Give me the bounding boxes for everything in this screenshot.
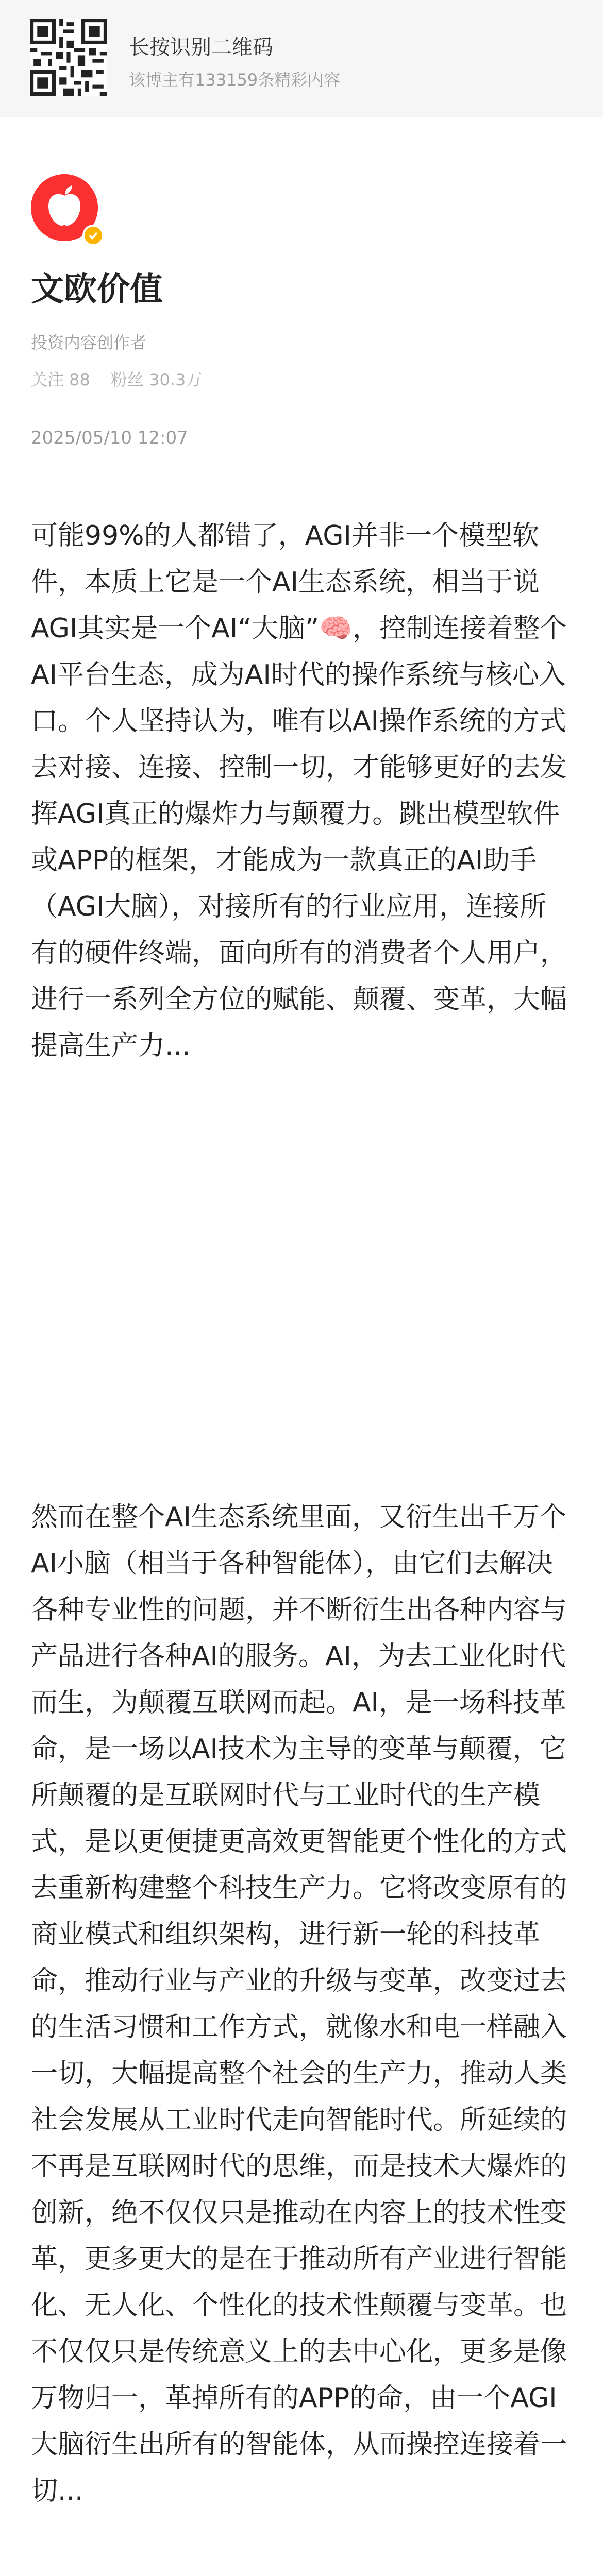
author-description: 投资内容创作者 — [31, 333, 147, 352]
post-date: 2025/05/10 12:07 — [31, 428, 188, 448]
follow-count: 关注 88 — [31, 370, 90, 389]
fans-count: 粉丝 30.3万 — [110, 370, 203, 389]
qr-code-icon[interactable] — [30, 19, 107, 96]
author-stats — [31, 367, 202, 391]
post-paragraph: 然而在整个AI生态系统里面，又衍生出千万个AI小脑（相当于各种智能体），由它们去解决各种专业性的问题，并不断衍生出各种内容与产品进行各种AI的服务。AI，为去工业化时代而生，为颠覆互联网而起。AI，是一场科技革命，是一场以AI技术为主导的变革与颠覆，它所颠覆的是互联网时代与工业时代的生产模式，是以更便捷更高效更智能更个性化的方式去重新构建整个科技生产力。它将改变原有的商业模式和组织架构，进行新一轮的科技革命，推动行业与产业的升级与变革，改变过去的生活习惯和工作方式，就像水和电一样融入一切，大幅提高整个社会的生产力，推动人类社会发展从工业时代走向智能时代。所延续的不再是互联网时代的思维，而是技术大爆炸的创新，绝不仅仅只是推动在内容上的技术性变革，更多更大的是在于推动所有产业进行智能化、无人化、个性化的技术性颠覆与变革。也不仅仅只是传统意义上的去中心化，更多是像万物归一，革掉所有的APP的命，由一个AGI大脑衍生出所有的智能体，从而操控连接着一切... — [31, 1502, 567, 2506]
verified-badge-icon — [82, 225, 104, 246]
qr-banner-title: 长按识别二维码 — [129, 36, 273, 59]
post-paragraph: 可能99%的人都错了，AGI并非一个模型软件，本质上它是一个AI生态系统，相当于说AGI其实是一个AI“大脑”🧠，控制连接着整个AI平台生态，成为AI时代的操作系统与核心入口。个人坚持认为，唯有以AI操作系统的方式去对接、连接、控制一切，才能够更好的去发挥AGI真正的爆炸力与颠覆力。跳出模型软件或APP的框架，才能成为一款真正的AI助手（AGI大脑），对接所有的行业应用，连接所有的硬件终端，面向所有的消费者个人用户，进行一系列全方位的赋能、颠覆、变革，大幅提高生产力... — [31, 520, 567, 1061]
qr-banner — [0, 0, 603, 117]
qr-banner-subtitle: 该博主有133159条精彩内容 — [129, 70, 341, 90]
author-name[interactable]: 文欧价值 — [31, 270, 163, 309]
